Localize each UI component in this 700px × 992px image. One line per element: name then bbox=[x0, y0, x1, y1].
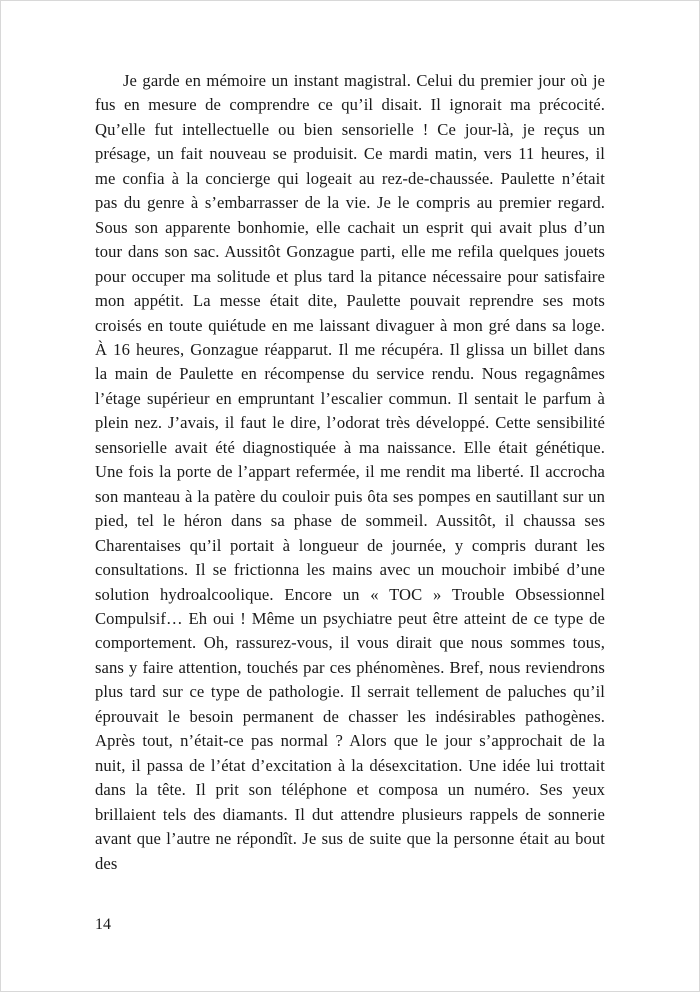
page-number: 14 bbox=[95, 916, 111, 933]
paragraph: Je garde en mémoire un instant magistral. Celui du premier jour où je fus en mesure de comprendre ce qu’il disait. Il ignorait ma précocité. Qu’elle fut intellectuelle ou bien sensorielle ! Ce jour-là, je reçus un présage, un fait nouveau se produisit. Ce mardi matin, vers 11 heures, il me confia à la concierge qui logeait au rez-de-chaussée. Paulette n’était pas du genre à s’embarrasser de la vie. Je le compris au premier regard. Sous son apparente bonhomie, elle cachait un esprit qui avait plus d’un tour dans son sac. Aussitôt Gonzague parti, elle me refila quelques jouets pour occuper ma solitude et plus tard la pitance nécessaire pour satisfaire mon appétit. La messe était dite, Paulette pouvait reprendre ses mots croisés en toute quiétude en me laissant divaguer à mon gré dans sa loge. À 16 heures, Gonzague réapparut. Il me récupéra. Il glissa un billet dans la main de Paulette en récompense du service rendu. Nous regagnâmes l’étage supérieur en empruntant l’escalier commun. Il sentait le parfum à plein nez. J’avais, il faut le dire, l’odorat très développé. Cette sensibilité sensorielle avait été diagnostiquée à ma naissance. Elle était génétique. Une fois la porte de l’appart refermée, il me rendit ma liberté. Il accrocha son manteau à la patère du couloir puis ôta ses pompes en sautillant sur un pied, tel le héron dans sa phase de sommeil. Aussitôt, il chaussa ses Charentaises qu’il portait à longueur de journée, y compris durant les consultations. Il se frictionna les mains avec un mouchoir imbibé d’une solution hydroalcoolique. Encore un « TOC » Trouble Obsessionnel Compulsif… Eh oui ! Même un psychiatre peut être atteint de ce type de comportement. Oh, rassurez-vous, il vous dirait que nous sommes tous, sans y faire attention, touchés par ces phénomènes. Bref, nous reviendrons plus tard sur ce type de pathologie. Il serrait tellement de paluches qu’il éprouvait le besoin permanent de chasser les indésirables pathogènes. Après tout, n’était-ce pas normal ? Alors que le jour s’approchait de la nuit, il passa de l’état d’excitation à la désexcitation. Une idée lui trottait dans la tête. Il prit son téléphone et composa un numéro. Ses yeux brillaient tels des diamants. Il dut attendre plusieurs rappels de sonnerie avant que l’autre ne répondît. Je sus de suite que la personne était au bout des bbox=[95, 71, 605, 873]
